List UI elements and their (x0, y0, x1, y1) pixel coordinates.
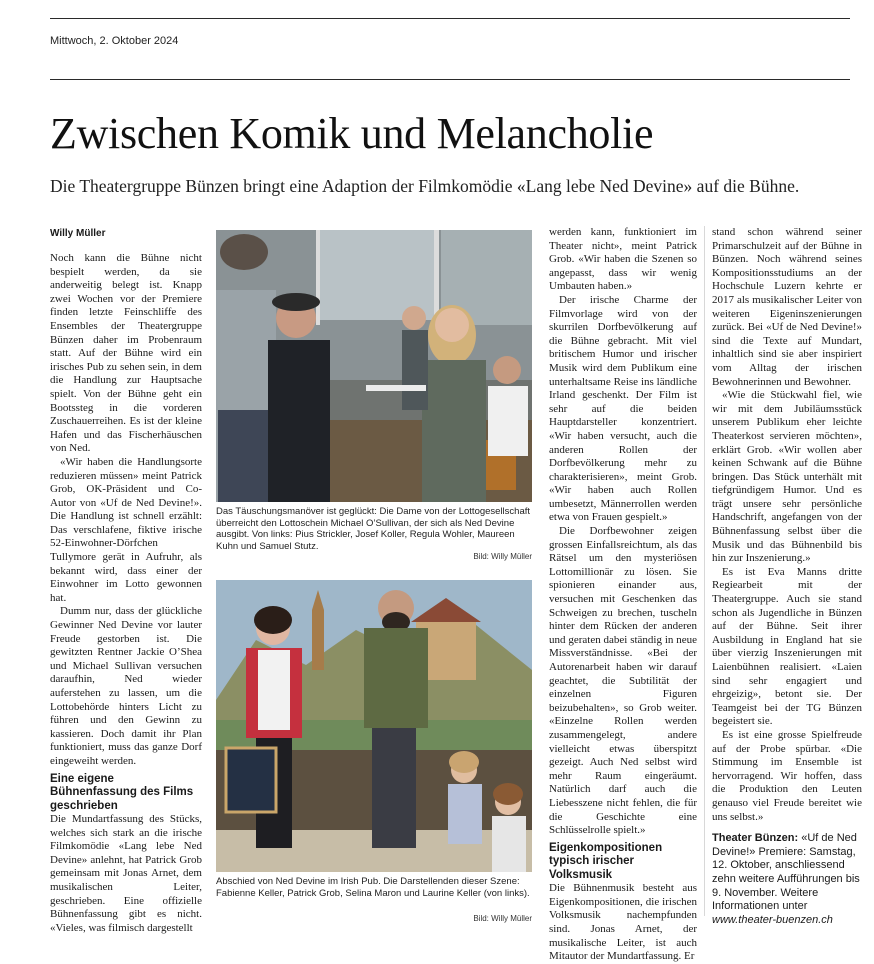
paragraph: werden kann, funktioniert im Theater nicht», meint Patrick Grob. «Wir haben die Szenen so angepasst, dass wir wenig Umbauten haben.» (549, 226, 697, 293)
text-column-3 (549, 226, 697, 963)
text-column-1 (50, 252, 202, 934)
photo-irish-pub-farewell (216, 580, 532, 872)
paragraph: «Wie die Stückwahl fiel, wie wir mit dem Jubiläumsstück unserem Publikum eher leichte Theaterkost servieren möchten», erklärt Grob. «Wir wollen aber keinen Schwank auf die Bühne bringen. Das Stück unterhält mit tiefgründigem Humor. Und es trägt unsere sehr persönliche Handschrift, angefangen von der Bühnenfassung selbst über die Musik und das Bühnenbild bis hin zur Inszenierung.» (712, 389, 862, 565)
paragraph: Es ist Eva Manns dritte Regiearbeit mit der Theatergruppe. Auch sie stand schon als Jugendliche in Bünzen auf der Bühne. Seit ihrer Ausbildung in England hat sie über vierzig Inszenierungen mit Laienbühnen realisiert. «Laien sind sehr engagiert und ehrgeizig», betont sie. Der Teamgeist bei der TG Bünzen begeistert sie. (712, 565, 862, 728)
author-byline: Willy Müller (50, 228, 106, 239)
paragraph: Noch kann die Bühne nicht bespielt werden, da sie anderweitig belegt ist. Knapp zwei Wochen vor der Premiere finden letzte Feinschliffe des Ensembles der Theatergruppe Bünzen daher im Probenraum statt. Auf der Bühne wird ein irisches Pub zu sehen sein, in dem die Handlung zur Hauptsache spielt. Von der Bühne geht ein Bootssteg in die vorderen Zuschauerreihen. Es ist der kleine Hafen und das Fischerhäuschen von Ned. (50, 252, 202, 455)
photo-credit: Bild: Willy Müller (473, 551, 532, 561)
paragraph: Der irische Charme der Filmvorlage wird von der skurrilen Dorfbevölkerung auf die Bühne gebracht. Mit viel britischem Humor und irischer Musik wird dem Publikum eine unterhaltsame Reise ins ländliche Irland geschenkt. Der Film ist sehr auf die beiden Hauptdarsteller konzentriert. «Wir haben versucht, auch die anderen Rollen der Dorfbevölkerung mehr zu charakterisieren», meint Grob. «Wir haben auch Rollen umbesetzt, Männerrollen werden etwa von Frauen gespielt.» (549, 293, 697, 524)
paragraph: Die Dorfbewohner zeigen grossen Einfallsreichtum, als das Rätsel um den mysteriösen Lottomillionär zu lösen. Sie spionieren einander aus, versuchen mit Geschenken das Schweigen zu brechen, tuscheln hinter dem Rücken der anderen und geraten dabei ständig in neue Missverständnisse. «Bei der Autorenarbeit haben wir darauf geachtet, die Subtilität der einzelnen Figuren beizubehalten», so Grob weiter. «Einzelne Rollen werden zusammengelegt, andere vielleicht etwas überspitzt gezeigt. Auch Ned selbst wird mehr Raum eingeräumt. Natürlich darf auch die Liebesszene nicht fehlen, die für die Geschichte eine Schlüsselrolle spielt.» (549, 525, 697, 837)
paragraph: Die Mundartfassung des Stücks, welches sich stark an die irische Filmkomödie «Lang lebe Ned Devine» anlehnt, hat Patrick Grob gemeinsam mit Jonas Arnet, dem musikalischen Leiter, geschrieben. Eine offizielle Bühnenfassung gibt es nicht. «Vieles, was filmisch dargestellt (50, 813, 202, 934)
top-rule (50, 18, 850, 19)
headline: Zwischen Komik und Melancholie (50, 109, 654, 158)
paragraph: Es ist eine grosse Spielfreude auf der Probe spürbar. «Die Stimmung im Ensemble ist hervorragend. Wir hoffen, dass die Produktion den Leuten genauso viel Freude bereitet wie uns selbst.» (712, 728, 862, 823)
paragraph: stand schon während seiner Primarschulzeit auf der Bühne in Bünzen. Noch während seines Kompositionsstudiums an der Hochschule Luzern kehrte er 2017 als musikalischer Leiter von weiteren Eigeninszenierungen zurück. Bei «Uf de Ned Devine!» sind die Texte auf Mundart, inhaltlich sind sie aber inspiriert vom Alltag der irischen Bewohnerinnen und Bewohner. (712, 226, 862, 388)
paragraph: «Wir haben die Handlungsorte reduzieren müssen» meint Patrick Grob, OK-Präsident und Co-Autor von «Uf de Ned Devine!». Die Handlung ist schnell erzählt: Das verschlafene, fiktive irische 52-Einwohner-Dörfchen Tullymore gerät in Aufruhr, als bekannt wird, dass einer der Einwohner im Lotto gewonnen hat. (50, 455, 202, 604)
photo-credit: Bild: Willy Müller (473, 913, 532, 923)
info-text: «Uf de Ned Devine!» Premiere: Samstag, 12. Oktober, anschliessend zehn weitere Aufführungen bis 9. November. (712, 832, 860, 899)
photo-rehearsal-lottery-scene (216, 230, 532, 502)
header-rule (50, 79, 850, 80)
caption-text: Das Täuschungsmanöver ist geglückt: Die Dame von der Lottogesellschaft überreicht den Lottoschein Michael O’Sullivan, der sich als Ned Devine ausgibt. Von links: Pius Strickler, Josef Koller, Regula Wohler, Maureen Kuhn und Samuel Stutz. (216, 506, 531, 552)
section-heading: Eigenkompositionen typisch irischer Volksmusik (549, 841, 663, 881)
dateline: Mittwoch, 2. Oktober 2024 (50, 35, 179, 47)
info-label: Theater Bünzen: (712, 832, 799, 845)
section-heading: Eine eigene Bühnenfassung des Films geschrieben (50, 772, 194, 812)
photo-caption-2 (216, 876, 532, 924)
column-divider (704, 226, 705, 916)
paragraph: Die Bühnenmusik besteht aus Eigenkompositionen, die irischen Volksmusik nachempfunden sind. Jonas Arnet, der musikalische Leiter, ist auch Mitautor der Mundartfassung. Er (549, 882, 697, 963)
website-link[interactable]: www.theater-buenzen.ch (712, 913, 833, 926)
caption-text: Abschied von Ned Devine im Irish Pub. Die Darstellenden dieser Szene: Fabienne Keller, Patrick Grob, Selina Maron und Laurine Keller (von links). (216, 876, 530, 899)
paragraph: Dumm nur, dass der glückliche Gewinner Ned Devine vor lauter Freude gestorben ist. Die gewitzten Rentner Jackie O’Shea und Michael Sullivan versuchen daraufhin, Ned wieder auferstehen zu lassen, um die Lottobehörde hinters Licht zu führen und den Gewinn zu kassieren. Doch damit ihr Plan funktioniert, muss das ganze Dorf eingeweiht werden. (50, 605, 202, 767)
photo-caption-1 (216, 506, 532, 562)
event-info-box (712, 832, 862, 927)
text-column-4 (712, 226, 862, 926)
subheadline: Die Theatergruppe Bünzen bringt eine Adaption der Filmkomödie «Lang lebe Ned Devine» auf die Bühne. (50, 176, 800, 196)
info-more: Weitere Informationen unter (712, 886, 819, 913)
